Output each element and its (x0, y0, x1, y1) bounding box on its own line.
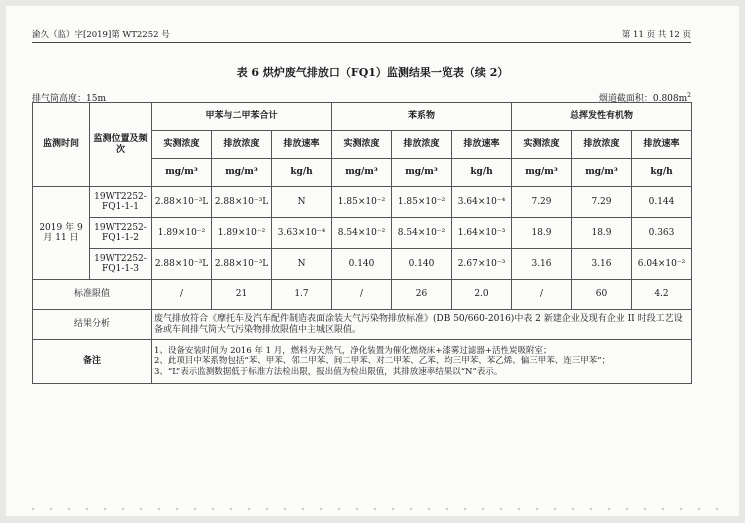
notes-row (33, 340, 692, 384)
note-line: 2、此项目中苯系物包括“苯、甲苯、邻二甲苯、间二甲苯、对二甲苯、乙苯、均三甲苯、苯乙烯、偏三甲苯、连三甲苯”； (154, 356, 611, 367)
table-row (33, 187, 692, 218)
data-cell: 1.89×10⁻² (152, 218, 212, 249)
group-toluene-xylene: 甲苯与二甲苯合计 (152, 103, 332, 131)
data-cell: 8.54×10⁻² (332, 218, 392, 249)
limit-cell: 4.2 (632, 280, 692, 310)
data-cell: 8.54×10⁻² (392, 218, 452, 249)
page-info: 第 11 页 共 12 页 (621, 30, 691, 40)
unit-cell: mg/m³ (212, 159, 272, 187)
data-cell: 3.16 (572, 249, 632, 280)
limit-label: 标准限值 (33, 280, 152, 310)
analysis-row (33, 310, 692, 340)
data-cell: 18.9 (512, 218, 572, 249)
data-cell: 1.89×10⁻² (212, 218, 272, 249)
unit-cell: mg/m³ (332, 159, 392, 187)
limit-cell: / (332, 280, 392, 310)
data-cell: 3.64×10⁻⁴ (452, 187, 512, 218)
sub-emission: 排放浓度 (392, 131, 452, 159)
header-location: 监测位置及频次 (90, 103, 152, 187)
limit-cell: / (152, 280, 212, 310)
group-benzene-series: 苯系物 (332, 103, 512, 131)
limit-cell: 26 (392, 280, 452, 310)
stack-height: 排气筒高度：15m (32, 94, 106, 104)
report-number: 渝久（监）字[2019]第 WT2252 号 (32, 30, 170, 40)
data-cell: 2.88×10⁻³L (152, 187, 212, 218)
unit-cell: kg/h (452, 159, 512, 187)
data-cell: 2.88×10⁻³L (212, 187, 272, 218)
sub-rate: 排放速率 (632, 131, 692, 159)
limit-cell: 21 (212, 280, 272, 310)
data-cell: 1.85×10⁻² (332, 187, 392, 218)
sub-measured: 实测浓度 (332, 131, 392, 159)
sub-rate: 排放速率 (272, 131, 332, 159)
data-cell: 1.64×10⁻³ (452, 218, 512, 249)
limit-cell: 60 (572, 280, 632, 310)
limit-row (33, 280, 692, 310)
sub-emission: 排放浓度 (572, 131, 632, 159)
group-tvoc: 总挥发性有机物 (512, 103, 692, 131)
monitoring-date: 2019 年 9 月 11 日 (33, 187, 90, 280)
header-time: 监测时间 (33, 103, 90, 187)
table-row (33, 218, 692, 249)
data-cell: 7.29 (572, 187, 632, 218)
table-title: 表 6 烘炉废气排放口（FQ1）监测结果一览表（续 2） (236, 66, 509, 79)
data-cell: N (272, 187, 332, 218)
data-cell: 2.88×10⁻³L (152, 249, 212, 280)
data-cell: N (272, 249, 332, 280)
limit-cell: 2.0 (452, 280, 512, 310)
sample-id: 19WT2252-FQ1-1-2 (90, 218, 152, 249)
header-rule (32, 42, 691, 43)
data-cell: 6.04×10⁻² (632, 249, 692, 280)
notes-cell (152, 340, 692, 384)
unit-cell: kg/h (272, 159, 332, 187)
sub-rate: 排放速率 (452, 131, 512, 159)
sub-emission: 排放浓度 (212, 131, 272, 159)
notes-label: 备注 (33, 340, 152, 384)
flue-area-sup: 2 (687, 92, 691, 99)
unit-cell: mg/m³ (572, 159, 632, 187)
limit-cell: / (512, 280, 572, 310)
data-cell: 2.88×10⁻³L (212, 249, 272, 280)
unit-cell: mg/m³ (152, 159, 212, 187)
unit-cell: kg/h (632, 159, 692, 187)
data-cell: 0.144 (632, 187, 692, 218)
page-bottom-shadow (24, 506, 721, 512)
sub-measured: 实测浓度 (512, 131, 572, 159)
data-cell: 3.63×10⁻⁴ (272, 218, 332, 249)
unit-cell: mg/m³ (392, 159, 452, 187)
sub-measured: 实测浓度 (152, 131, 212, 159)
sample-id: 19WT2252-FQ1-1-1 (90, 187, 152, 218)
data-cell: 0.140 (392, 249, 452, 280)
data-cell: 0.363 (632, 218, 692, 249)
data-cell: 0.140 (332, 249, 392, 280)
data-cell: 1.85×10⁻² (392, 187, 452, 218)
note-line: 3、“L”表示监测数据低于标准方法检出限，报出值为检出限值，其排放速率结果以“N”表示。 (154, 366, 503, 377)
unit-cell: mg/m³ (512, 159, 572, 187)
report-page (6, 6, 739, 516)
data-cell: 18.9 (572, 218, 632, 249)
flue-area-text: 烟道截面积：0.808m (598, 94, 688, 104)
data-cell: 2.67×10⁻³ (452, 249, 512, 280)
monitoring-results-table (32, 102, 692, 384)
table-row (33, 249, 692, 280)
data-cell: 3.16 (512, 249, 572, 280)
note-line: 1、设备安装时间为 2016 年 1 月，燃料为天然气，净化装置为催化燃烧床+漆雾过滤器+活性炭吸附室； (154, 346, 552, 357)
analysis-text: 废气排放符合《摩托车及汽车配件制造表面涂装大气污染物排放标准》(DB 50/660-2016)中表 2 新建企业及现有企业 II 时段工艺设备或车间排气筒大气污染物排放限值中主城区限值。 (152, 310, 692, 340)
data-cell: 7.29 (512, 187, 572, 218)
sample-id: 19WT2252-FQ1-1-3 (90, 249, 152, 280)
analysis-label: 结果分析 (33, 310, 152, 340)
limit-cell: 1.7 (272, 280, 332, 310)
